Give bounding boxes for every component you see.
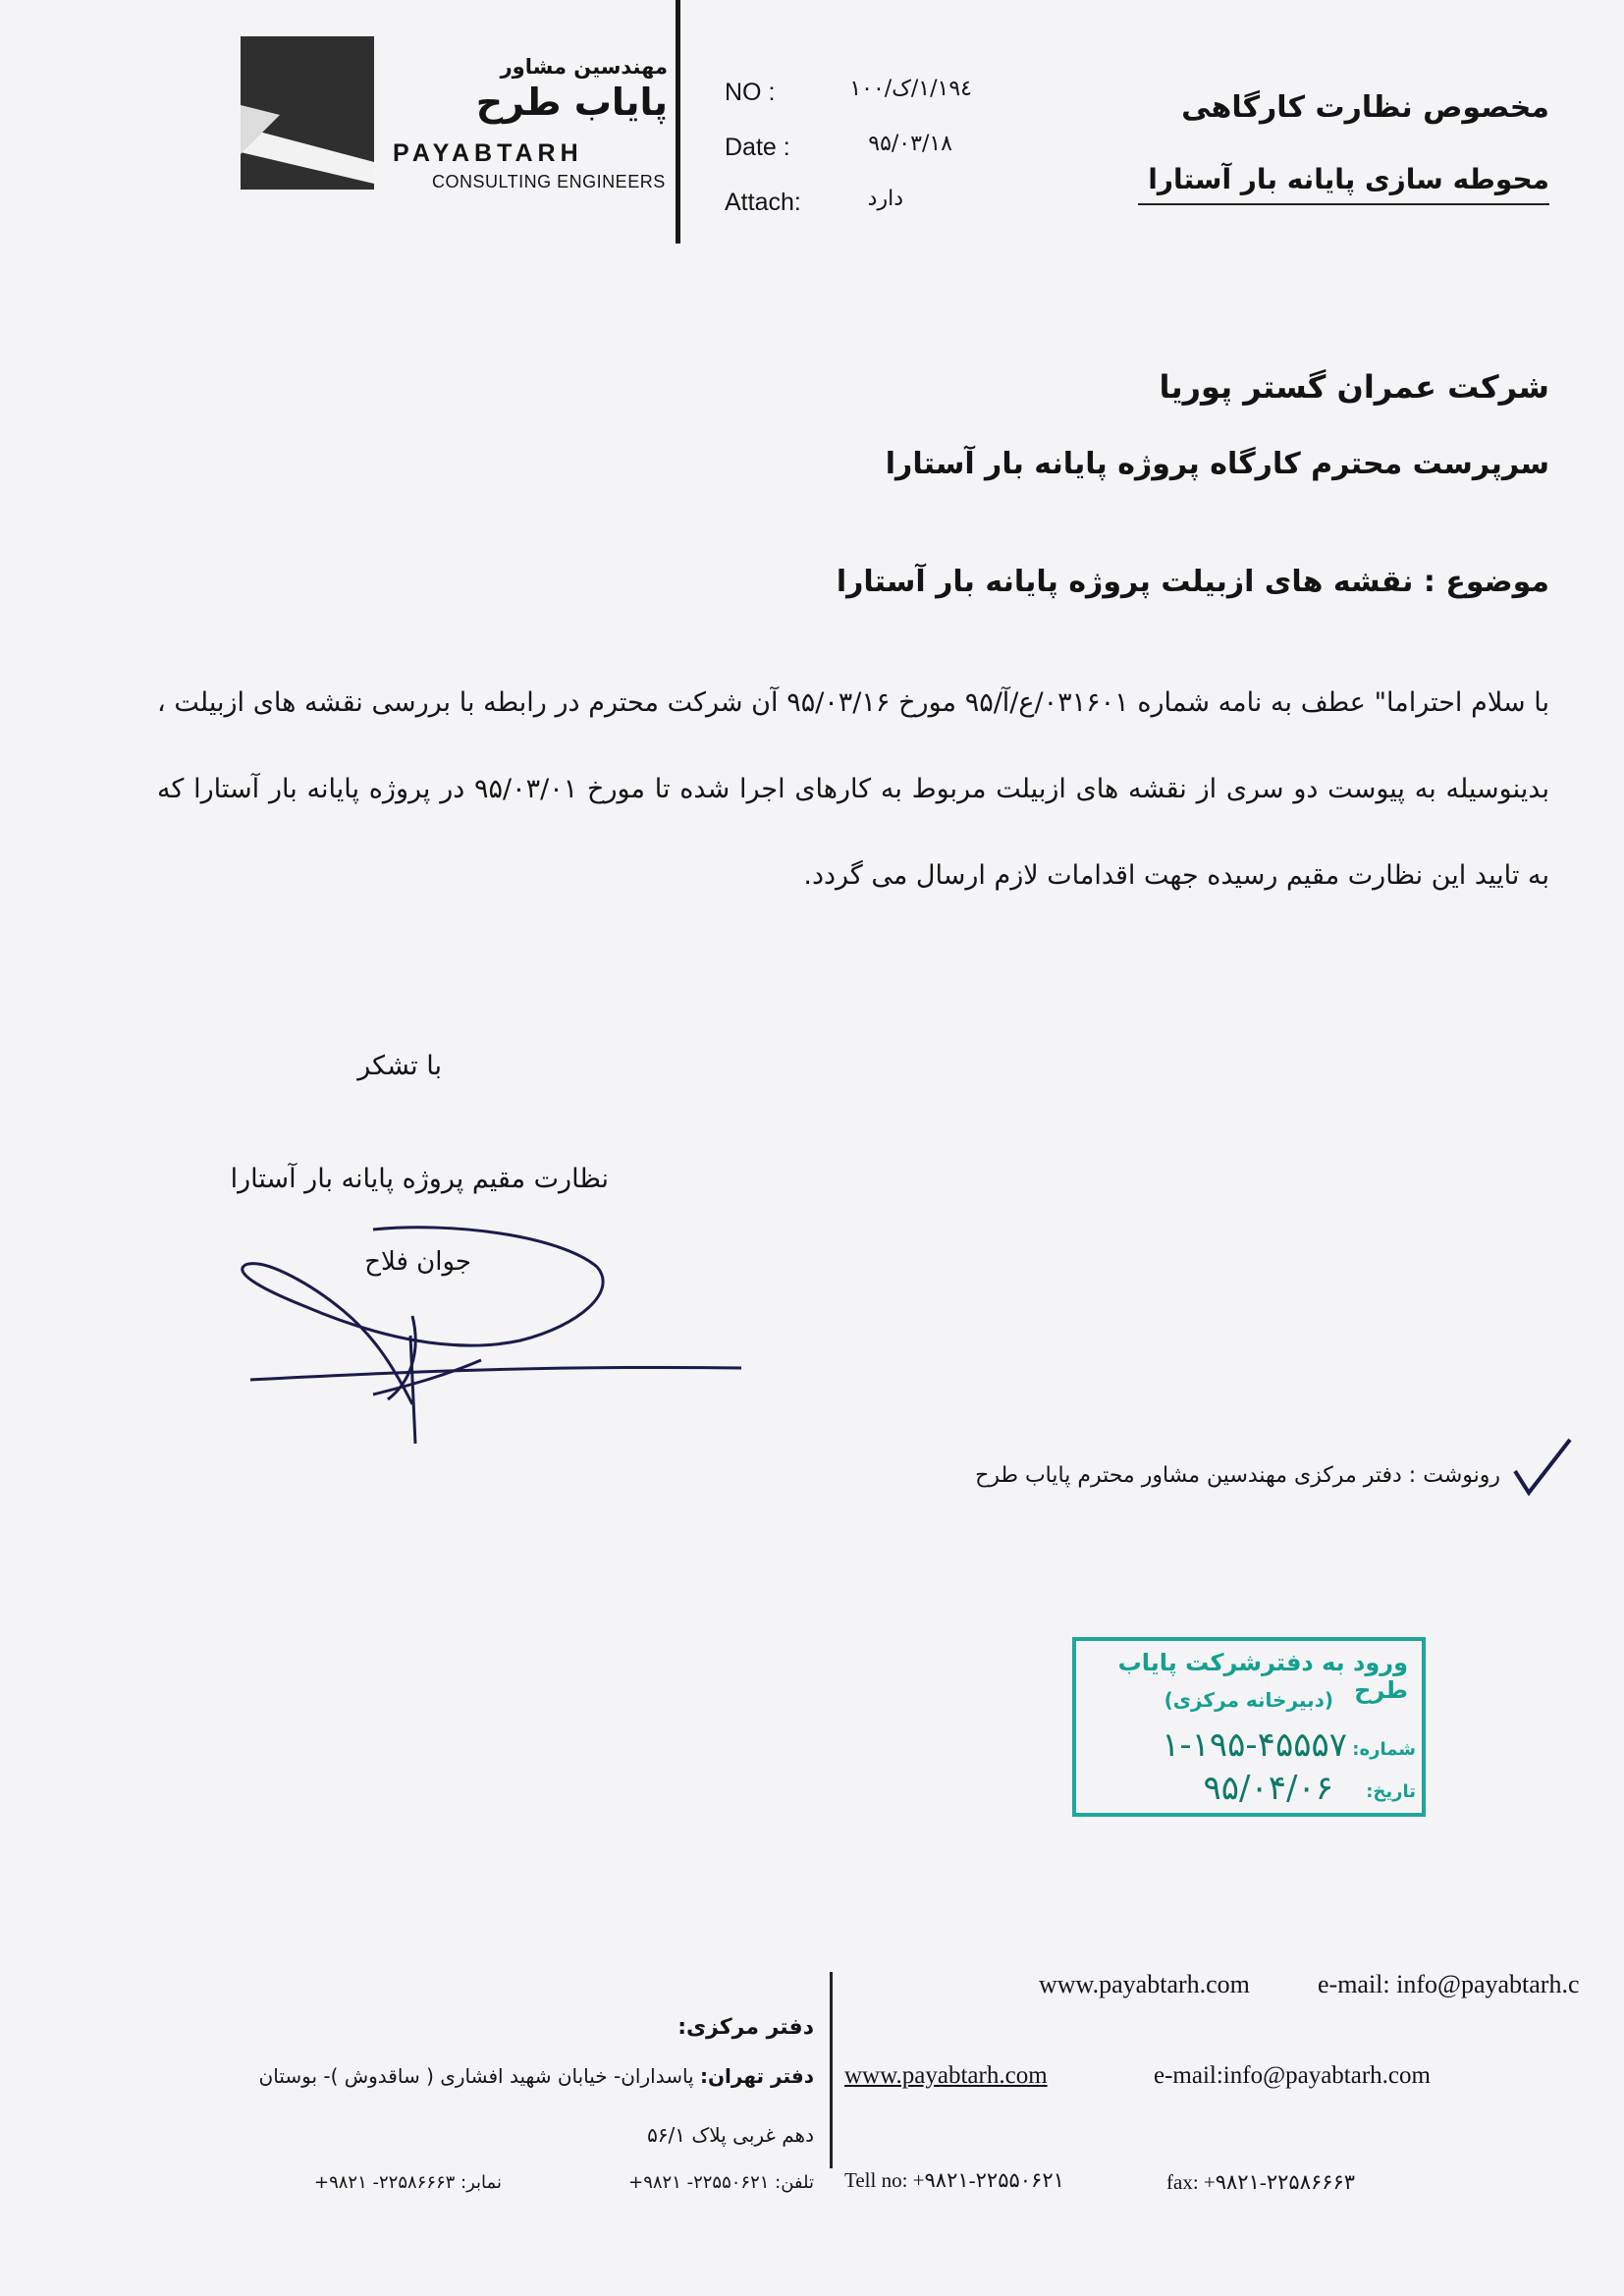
recipient-person: سرپرست محترم کارگاه پروژه پایانه بار آستارا xyxy=(885,447,1549,481)
footer-email-top: e-mail: info@payabtarh.c xyxy=(1318,1970,1580,1998)
signature xyxy=(226,1218,756,1453)
closing-text: با تشکر xyxy=(357,1051,442,1081)
tehran-address: پاسداران- خیابان شهید افشاری ( ساقدوش )- بوستان xyxy=(258,2064,694,2088)
checkmark-icon xyxy=(1507,1434,1576,1503)
stamp-subtitle: (دبیرخانه مرکزی) xyxy=(1164,1688,1333,1712)
stamp-title: ورود به دفترشرکت پایاب طرح xyxy=(1117,1649,1408,1704)
date-value: ۹۵/۰۳/۱۸ xyxy=(868,132,952,156)
stamp-date-label: تاریخ: xyxy=(1366,1781,1416,1802)
logo-persian-name: پایاب طرح xyxy=(475,81,668,124)
number-value: ۱۹٤/۱/ک/۱۰۰ xyxy=(849,77,972,101)
office-title: دفتر مرکزی: xyxy=(677,2015,814,2040)
date-label: Date : xyxy=(725,134,790,161)
footer-website[interactable]: www.payabtarh.com xyxy=(844,2062,1048,2089)
signature-name: جوان فلاح xyxy=(364,1247,471,1277)
letter-body: با سلام احتراما" عطف به نامه شماره ۰۳۱۶۰۱/ع/آ/۹۵ مورخ ۹۵/۰۳/۱۶ آن شرکت محترم در رابطه با بررسی نقشه های ازبیلت ، بدینوسیله به پیوست دو سری از نقشه های ازبیلت مربوط به کارهای اجرا شده تا مورخ ۹۵/۰۳/۰۱ در پروژه پایانه بار آستارا که به تایید این نظارت مقیم رسیده جهت اقدامات لازم ارسال می گردد. xyxy=(157,687,1549,891)
number-label: NO : xyxy=(725,79,776,106)
signatory-title: نظارت مقیم پروژه پایانه بار آستارا xyxy=(230,1164,609,1194)
logo-english-subtitle: CONSULTING ENGINEERS xyxy=(432,172,666,191)
logo-mark xyxy=(241,36,374,190)
subject-line: موضوع : نقشه های ازبیلت پروژه پایانه بار آستارا xyxy=(836,565,1549,599)
footer-website-top: www.payabtarh.com xyxy=(1039,1970,1250,1998)
attach-value: دارد xyxy=(867,187,903,211)
cc-line: رونوشت : دفتر مرکزی مهندسین مشاور محترم پایاب طرح xyxy=(975,1463,1500,1488)
header-title: مخصوص نظارت کارگاهی xyxy=(1181,90,1549,125)
recipient-company: شرکت عمران گستر پوریا xyxy=(1159,368,1549,406)
tehran-address-line xyxy=(259,2064,814,2088)
stamp-number-value: ۱-۱۹۵-۴۵۵۵۷ xyxy=(1162,1725,1347,1765)
fax-fa: نمابر: ۲۲۵۸۶۶۶۳- ۹۸۲۱+ xyxy=(314,2172,502,2193)
stamp-number-label: شماره: xyxy=(1352,1739,1416,1760)
logo-persian-subtitle: مهندسین مشاور xyxy=(500,55,668,79)
entry-stamp xyxy=(1072,1637,1426,1817)
footer-divider xyxy=(830,1972,833,2168)
footer-tel: Tell no: +۹۸۲۱-۲۲۵۵۰۶۲۱ xyxy=(844,2168,1064,2192)
header-project: محوطه سازی پایانه بار آستارا xyxy=(1138,163,1549,205)
attach-label: Attach: xyxy=(725,189,801,216)
footer-email[interactable]: e-mail:info@payabtarh.com xyxy=(1154,2062,1431,2089)
phone-fa: تلفن: ۲۲۵۵۰۶۲۱- ۹۸۲۱+ xyxy=(628,2172,814,2193)
logo-english-name: PAYABTARH xyxy=(393,139,583,167)
stamp-date-value: ۹۵/۰۴/۰۶ xyxy=(1203,1769,1333,1808)
address-line-2: دهم غربی پلاک ۵۶/۱ xyxy=(647,2123,814,2147)
tehran-label: دفتر تهران: xyxy=(699,2064,814,2088)
logo-graphic xyxy=(241,36,374,190)
header-divider xyxy=(676,0,680,244)
footer-fax: fax: +۹۸۲۱-۲۲۵۸۶۶۶۳ xyxy=(1166,2170,1356,2194)
